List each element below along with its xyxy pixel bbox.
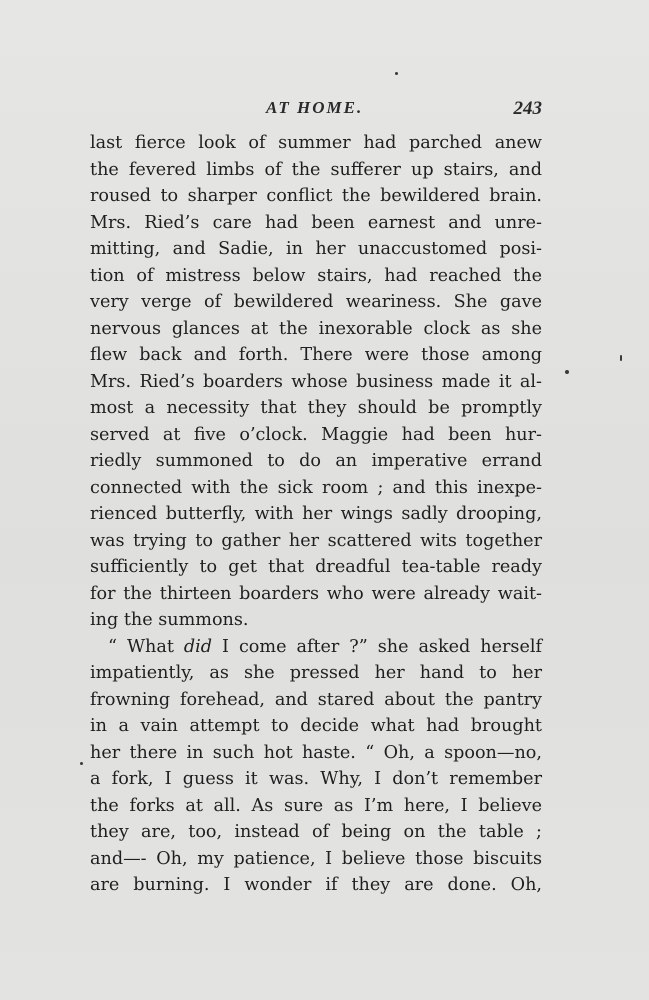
text-line: the forks at all. As sure as I’m here, I believe	[90, 795, 542, 816]
text-line: and—- Oh, my patience, I believe those biscuits	[90, 848, 542, 869]
text-line: connected with the sick room ; and this inexpe-	[90, 477, 542, 498]
page-number: 243	[513, 98, 542, 119]
ink-speck	[80, 762, 83, 765]
paragraph-2-first-line	[90, 634, 542, 661]
emphasized-word: did	[183, 636, 213, 657]
text-line: the fevered limbs of the sufferer up stairs, and	[90, 159, 542, 180]
text-line-paragraph-end: ing the summons.	[90, 610, 249, 630]
text-line: Mrs. Ried’s boarders whose business made it al-	[90, 371, 542, 392]
ink-speck	[395, 72, 398, 75]
text-line: are burning. I wonder if they are done. Oh,	[90, 875, 542, 895]
text-line: was trying to gather her scattered wits together	[90, 530, 542, 551]
page-header	[90, 98, 542, 124]
text-line: very verge of bewildered weariness. She gave	[90, 292, 542, 312]
running-head: AT HOME.	[266, 98, 364, 117]
text-line: last fierce look of summer had parched anew	[90, 133, 542, 153]
ink-speck	[565, 370, 569, 374]
text-line: most a necessity that they should be promptly	[90, 398, 542, 418]
text-line: tion of mistress below stairs, had reached the	[90, 265, 542, 286]
text-line: roused to sharper conflict the bewildered brain.	[90, 186, 542, 206]
text-line: rienced butterfly, with her wings sadly drooping,	[90, 504, 542, 524]
text-line: mitting, and Sadie, in her unaccustomed posi-	[90, 239, 542, 259]
text-line: served at five o’clock. Maggie had been hur-	[90, 424, 542, 445]
quote-rest: I come after ?” she asked herself	[212, 636, 542, 657]
ink-speck	[620, 355, 622, 361]
text-line: flew back and forth. There were those among	[90, 345, 542, 365]
text-line: in a vain attempt to decide what had brought	[90, 716, 542, 736]
text-line: they are, too, instead of being on the table ;	[90, 822, 542, 842]
text-line: riedly summoned to do an imperative errand	[90, 451, 542, 471]
text-line: impatiently, as she pressed her hand to her	[90, 663, 542, 683]
quote-lead: “ What	[108, 636, 184, 657]
text-line: for the thirteen boarders who were already wait-	[90, 583, 542, 604]
text-line: frowning forehead, and stared about the pantry	[90, 689, 542, 710]
text-line: her there in such hot haste. “ Oh, a spoon—no,	[90, 742, 542, 763]
text-line: Mrs. Ried’s care had been earnest and unre-	[90, 212, 542, 233]
body-text	[90, 130, 542, 899]
text-line: sufficiently to get that dreadful tea-table ready	[90, 557, 542, 577]
text-line: nervous glances at the inexorable clock as she	[90, 318, 542, 339]
text-line: a fork, I guess it was. Why, I don’t remember	[90, 769, 542, 789]
